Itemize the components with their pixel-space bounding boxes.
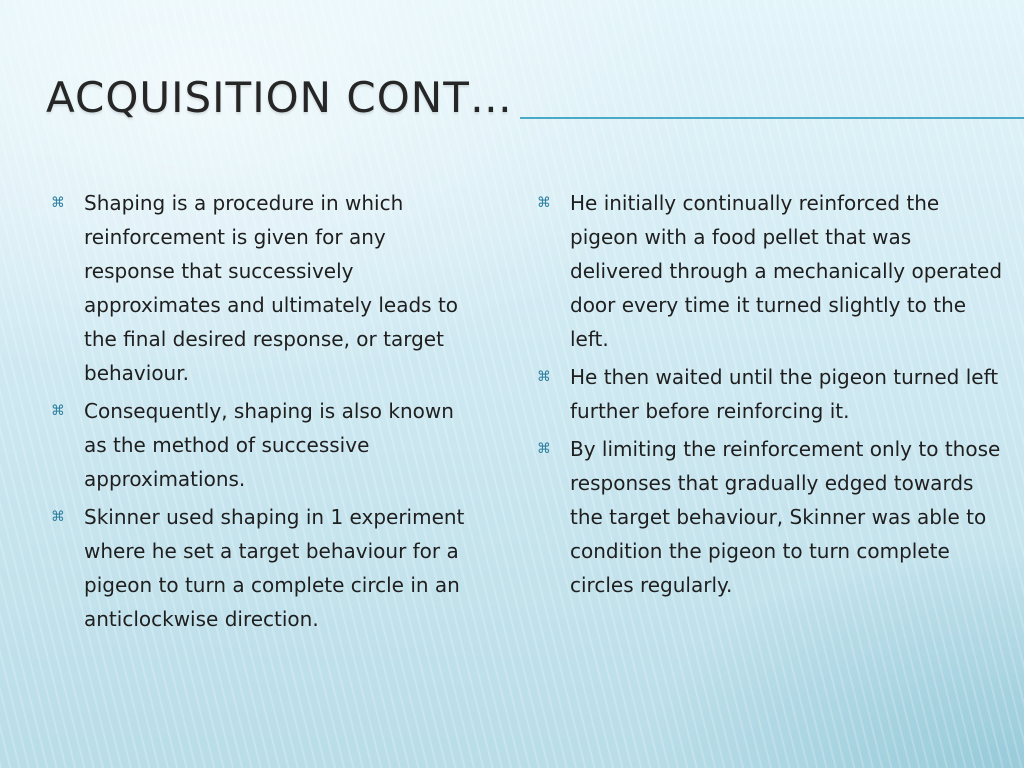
bullet-item	[534, 432, 1004, 602]
x-mark-icon: ⌘	[51, 403, 65, 419]
bullet-item	[48, 394, 468, 496]
slide-title: ACQUISITION CONT…	[46, 73, 513, 122]
bullet-text: Skinner used shaping in 1 experiment where he set a target behaviour for a pigeon to turn a complete circle in an anticlockwise direction.	[84, 505, 465, 631]
bullet-text: Consequently, shaping is also known as the method of successive approximations.	[84, 399, 454, 491]
x-mark-icon: ⌘	[537, 369, 551, 385]
right-bullet-list	[534, 186, 1004, 606]
bullet-item	[48, 500, 468, 636]
x-mark-icon: ⌘	[537, 195, 551, 211]
bullet-item	[534, 360, 1004, 428]
bullet-item	[48, 186, 468, 390]
x-mark-icon: ⌘	[537, 441, 551, 457]
title-divider	[520, 117, 1024, 119]
bullet-item	[534, 186, 1004, 356]
bullet-text: Shaping is a procedure in which reinforcement is given for any response that successively approximates and ultimately leads to the final desired response, or target behaviour.	[84, 191, 459, 385]
left-bullet-list	[48, 186, 468, 640]
bullet-text: He then waited until the pigeon turned left further before reinforcing it.	[570, 365, 999, 423]
bullet-text: He initially continually reinforced the pigeon with a food pellet that was delivered through a mechanically operated door every time it turned slightly to the left.	[570, 191, 1003, 351]
x-mark-icon: ⌘	[51, 509, 65, 525]
bullet-text: By limiting the reinforcement only to those responses that gradually edged towards the target behaviour, Skinner was able to condition the pigeon to turn complete circles regularly.	[570, 437, 1001, 597]
x-mark-icon: ⌘	[51, 195, 65, 211]
